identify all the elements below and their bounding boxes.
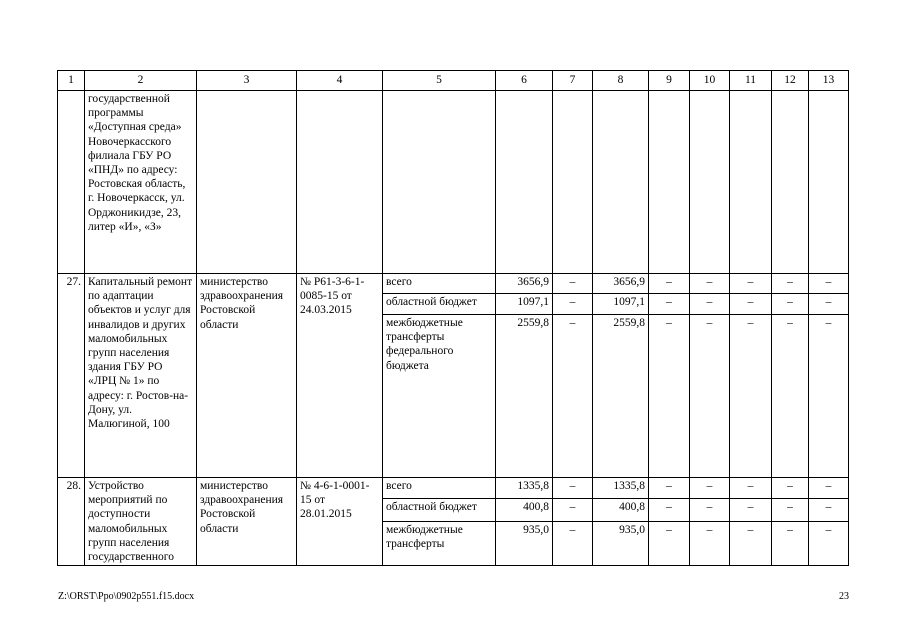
value-cell: – [809, 294, 849, 315]
value-cell: – [649, 521, 690, 566]
value-cell: – [690, 499, 730, 521]
value-cell: – [809, 499, 849, 521]
source-label: всего [383, 478, 496, 499]
value-cell: – [690, 478, 730, 499]
value-cell: – [730, 499, 772, 521]
table-row [58, 478, 849, 499]
header-cell: 3 [197, 71, 297, 91]
header-cell: 13 [809, 71, 849, 91]
index-cell [58, 91, 85, 274]
value-cell: – [553, 499, 593, 521]
source-label: межбюджетные трансферты [383, 521, 496, 566]
value-cell: – [809, 478, 849, 499]
source-label: областной бюджет [383, 499, 496, 521]
value-cell: 3656,9 [496, 274, 553, 294]
ministry-cell: министерство здравоохранения Ростовской области [197, 274, 297, 478]
value-cell: – [730, 274, 772, 294]
value-cell: – [649, 274, 690, 294]
value-cell: – [553, 294, 593, 315]
value-cell: – [730, 521, 772, 566]
value-cell: – [553, 521, 593, 566]
value-cell: – [772, 499, 809, 521]
header-cell: 12 [772, 71, 809, 91]
value-cell: – [690, 315, 730, 478]
value-cell: – [809, 521, 849, 566]
row-index: 28. [58, 478, 85, 566]
value-cell: – [730, 478, 772, 499]
value-cell: – [772, 274, 809, 294]
value-cell: 1335,8 [593, 478, 649, 499]
source-label: всего [383, 274, 496, 294]
file-path: Z:\ORST\Ppo\0902p551.f15.docx [58, 591, 195, 602]
value-cell: – [772, 478, 809, 499]
value-cell: 1097,1 [496, 294, 553, 315]
header-cell: 2 [85, 71, 197, 91]
value-cell: – [553, 274, 593, 294]
value-cell: – [690, 274, 730, 294]
value-cell: – [809, 274, 849, 294]
header-cell: 1 [58, 71, 85, 91]
value-cell: 400,8 [593, 499, 649, 521]
ministry-cell: министерство здравоохранения Ростовской области [197, 478, 297, 566]
value-cell: – [809, 315, 849, 478]
header-cell: 9 [649, 71, 690, 91]
value-cell: – [649, 315, 690, 478]
value-cell: 2559,8 [593, 315, 649, 478]
value-cell: 1335,8 [496, 478, 553, 499]
header-cell: 6 [496, 71, 553, 91]
header-cell: 10 [690, 71, 730, 91]
value-cell: 935,0 [496, 521, 553, 566]
value-cell: 2559,8 [496, 315, 553, 478]
value-cell: – [772, 315, 809, 478]
name-cell: государственной программы «Доступная среда» Новочеркасского филиала ГБУ РО «ПНД» по адресу: Ростовская область, г. Новочеркасск, ул. Орджоникидзе, 23, литер «И», «З» [85, 91, 197, 274]
budget-table [57, 70, 849, 566]
header-cell: 8 [593, 71, 649, 91]
header-cell: 5 [383, 71, 496, 91]
measure-name: Устройство мероприятий по доступности маломобильных групп населения государственного [85, 478, 197, 566]
page-number: 23 [839, 591, 849, 602]
value-cell: 400,8 [496, 499, 553, 521]
header-row [58, 71, 849, 91]
header-cell: 7 [553, 71, 593, 91]
value-cell: – [553, 315, 593, 478]
document-cell: № 4-6-1-0001-15 от 28.01.2015 [297, 478, 383, 566]
value-cell: – [553, 478, 593, 499]
value-cell: – [772, 521, 809, 566]
header-cell: 11 [730, 71, 772, 91]
value-cell: – [649, 294, 690, 315]
header-cell: 4 [297, 71, 383, 91]
value-cell: – [690, 294, 730, 315]
measure-name: Капитальный ремонт по адаптации объектов и услуг для инвалидов и других маломобильных групп населения здания ГБУ РО «ЛРЦ № 1» по адресу: г. Ростов-на-Дону, ул. Малюгиной, 100 [85, 274, 197, 478]
value-cell: 1097,1 [593, 294, 649, 315]
row-index: 27. [58, 274, 85, 478]
value-cell: – [772, 294, 809, 315]
value-cell: – [730, 315, 772, 478]
value-cell: – [730, 294, 772, 315]
source-label: межбюджетные трансферты федерального бюджета [383, 315, 496, 478]
document-cell: № Р61-3-6-1-0085-15 от 24.03.2015 [297, 274, 383, 478]
value-cell: – [649, 478, 690, 499]
table-row [58, 274, 849, 294]
source-label: областной бюджет [383, 294, 496, 315]
value-cell: 935,0 [593, 521, 649, 566]
value-cell: – [649, 499, 690, 521]
continuation-row [58, 91, 849, 274]
value-cell: 3656,9 [593, 274, 649, 294]
value-cell: – [690, 521, 730, 566]
